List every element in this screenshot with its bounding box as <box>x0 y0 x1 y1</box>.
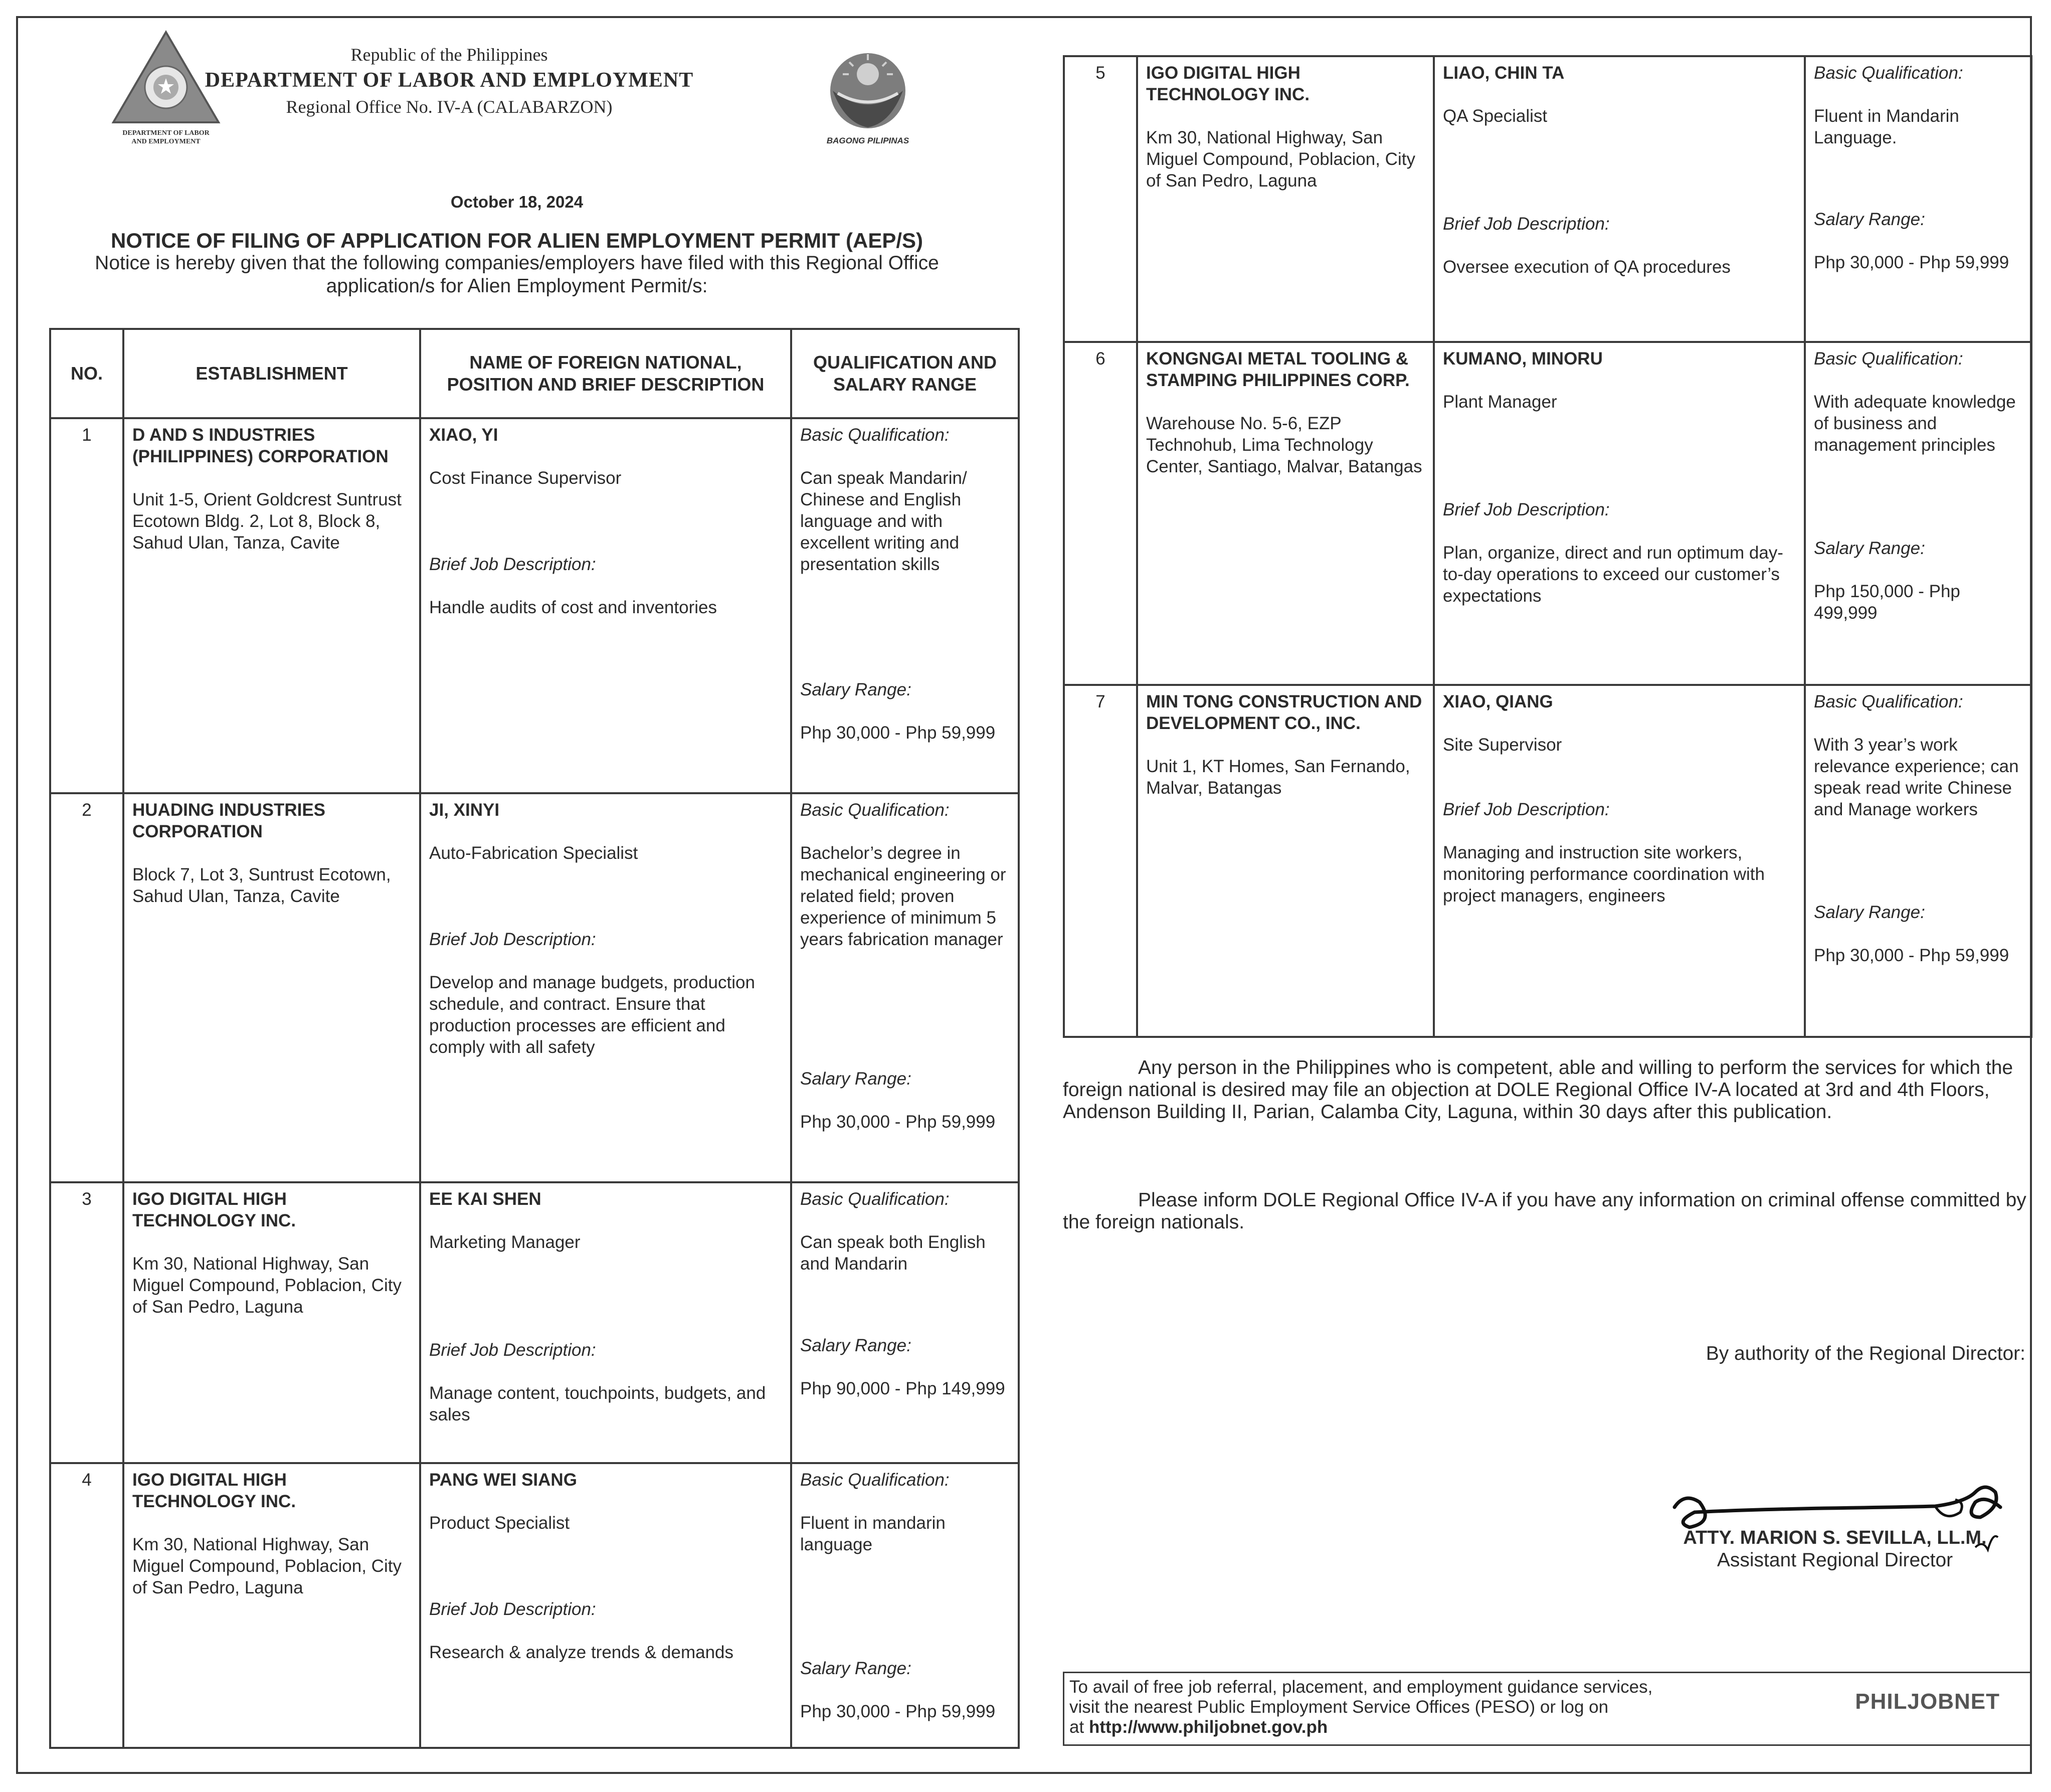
establishment-cell <box>1137 342 1434 685</box>
table-row <box>50 418 1019 793</box>
qualification-cell <box>791 1182 1019 1463</box>
brief-description-label: Brief Job Description: <box>429 1340 596 1360</box>
basic-qualification-label: Basic Qualification: <box>800 425 950 445</box>
brief-description-label: Brief Job Description: <box>429 1599 596 1619</box>
qualification-text: Can speak Mandarin/ Chinese and English language and with excellent writing and presentation skills <box>800 468 967 574</box>
foreign-national-cell <box>1434 685 1805 1037</box>
footer-line-3-prefix: at <box>1069 1717 1084 1737</box>
job-description: Research & analyze trends & demands <box>429 1643 733 1662</box>
table-row <box>50 793 1019 1182</box>
foreign-national-cell <box>420 1463 791 1748</box>
qualification-text: Fluent in Mandarin Language. <box>1814 106 1959 147</box>
foreign-national-name: XIAO, QIANG <box>1443 692 1553 711</box>
foreign-national-cell <box>420 418 791 793</box>
qualification-cell <box>1805 685 2031 1037</box>
notice-page <box>16 16 2032 1774</box>
header-qualification: QUALIFICATION AND SALARY RANGE <box>791 329 1019 418</box>
table-row <box>50 1463 1019 1748</box>
authority-line: By authority of the Regional Director: <box>1706 1343 2025 1364</box>
notice-title: NOTICE OF FILING OF APPLICATION FOR ALIEN EMPLOYMENT PERMIT (AEP/S) <box>110 229 923 252</box>
svg-text:AND EMPLOYMENT: AND EMPLOYMENT <box>131 138 201 145</box>
establishment-cell <box>123 1182 420 1463</box>
job-description: Manage content, touchpoints, budgets, and sales <box>429 1383 766 1424</box>
salary-range: Php 90,000 - Php 149,999 <box>800 1379 1005 1398</box>
company-address: Km 30, National Highway, San Miguel Compound, Poblacion, City of San Pedro, Laguna <box>1146 128 1415 191</box>
qualification-cell <box>791 418 1019 793</box>
inform-paragraph: Please inform DOLE Regional Office IV-A if you have any information on criminal offense committed by the foreign nationals. <box>1063 1189 2026 1233</box>
foreign-national-name: PANG WEI SIANG <box>429 1470 577 1490</box>
position: Marketing Manager <box>429 1232 581 1252</box>
brief-description-label: Brief Job Description: <box>1443 500 1610 519</box>
company-address: Unit 1, KT Homes, San Fernando, Malvar, Batangas <box>1146 757 1410 798</box>
philjobnet-url[interactable]: http://www.philjobnet.gov.ph <box>1088 1717 1328 1737</box>
aep-table-right <box>1063 55 2032 1038</box>
foreign-national-cell <box>420 793 791 1182</box>
company-name: HUADING INDUSTRIES CORPORATION <box>132 800 326 841</box>
signatory-name: ATTY. MARION S. SEVILLA, LL.M. <box>1683 1527 1987 1548</box>
salary-range: Php 30,000 - Php 59,999 <box>800 1112 996 1132</box>
salary-range-label: Salary Range: <box>800 1069 911 1089</box>
signatory-title: Assistant Regional Director <box>1717 1549 1953 1571</box>
company-name: IGO DIGITAL HIGH TECHNOLOGY INC. <box>132 1470 296 1511</box>
basic-qualification-label: Basic Qualification: <box>800 1470 950 1490</box>
salary-range-label: Salary Range: <box>800 680 911 699</box>
philjobnet-logo: PHILJOBNET <box>1855 1689 2000 1714</box>
company-address: Km 30, National Highway, San Miguel Compound, Poblacion, City of San Pedro, Laguna <box>132 1535 402 1597</box>
company-name: D AND S INDUSTRIES (PHILIPPINES) CORPORATION <box>132 425 389 466</box>
salary-range: Php 30,000 - Php 59,999 <box>800 723 996 743</box>
establishment-cell <box>1137 56 1434 342</box>
foreign-national-cell <box>1434 342 1805 685</box>
basic-qualification-label: Basic Qualification: <box>1814 63 1963 83</box>
basic-qualification-label: Basic Qualification: <box>800 1189 950 1209</box>
job-description: Develop and manage budgets, production schedule, and contract. Ensure that production processes are efficient and comply with all safety <box>429 973 755 1057</box>
job-description: Managing and instruction site workers, monitoring performance coordination with project managers, engineers <box>1443 843 1765 906</box>
qualification-text: Fluent in mandarin language <box>800 1513 946 1554</box>
table-header-row <box>50 329 1019 418</box>
salary-range: Php 30,000 - Php 59,999 <box>1814 946 2009 965</box>
foreign-national-name: EE KAI SHEN <box>429 1189 541 1209</box>
salary-range-label: Salary Range: <box>1814 210 1925 229</box>
notice-date: October 18, 2024 <box>450 193 584 211</box>
row-number: 3 <box>50 1182 123 1463</box>
qualification-text: Bachelor’s degree in mechanical engineering or related field; proven experience of minimum 5 years fabrication manager <box>800 843 1006 949</box>
establishment-cell <box>123 793 420 1182</box>
basic-qualification-label: Basic Qualification: <box>1814 692 1963 711</box>
qualification-cell <box>1805 342 2031 685</box>
company-address: Warehouse No. 5-6, EZP Technohub, Lima Technology Center, Santiago, Malvar, Batangas <box>1146 414 1422 476</box>
job-description: Handle audits of cost and inventories <box>429 598 717 617</box>
position: QA Specialist <box>1443 106 1548 126</box>
position: Cost Finance Supervisor <box>429 468 622 488</box>
foreign-national-name: KUMANO, MINORU <box>1443 349 1603 369</box>
establishment-cell <box>123 418 420 793</box>
company-name: IGO DIGITAL HIGH TECHNOLOGY INC. <box>132 1189 296 1230</box>
qualification-text: With adequate knowledge of business and management principles <box>1814 392 2016 455</box>
footer-box <box>1063 1672 2031 1746</box>
salary-range-label: Salary Range: <box>1814 903 1925 922</box>
regional-office: Regional Office No. IV-A (CALABARZON) <box>286 97 613 117</box>
department-name: DEPARTMENT OF LABOR AND EMPLOYMENT <box>205 69 694 92</box>
qualification-text: With 3 year’s work relevance experience; can speak read write Chinese and Manage workers <box>1814 735 2019 819</box>
position: Auto-Fabrication Specialist <box>429 843 638 863</box>
salary-range: Php 150,000 - Php 499,999 <box>1814 582 1960 623</box>
header-name: NAME OF FOREIGN NATIONAL, POSITION AND BRIEF DESCRIPTION <box>420 329 791 418</box>
company-name: KONGNGAI METAL TOOLING & STAMPING PHILIPPINES CORP. <box>1146 349 1410 390</box>
position: Plant Manager <box>1443 392 1557 412</box>
foreign-national-name: JI, XINYI <box>429 800 500 820</box>
qualification-cell <box>1805 56 2031 342</box>
company-address: Unit 1-5, Orient Goldcrest Suntrust Ecotown Bldg. 2, Lot 8, Block 8, Sahud Ulan, Tanza, Cavite <box>132 490 402 553</box>
footer-text <box>1069 1677 1652 1737</box>
row-number: 6 <box>1064 342 1137 685</box>
aep-table-left <box>49 328 1020 1749</box>
table-row <box>1064 342 2031 685</box>
brief-description-label: Brief Job Description: <box>429 555 596 574</box>
brief-description-label: Brief Job Description: <box>1443 214 1610 234</box>
company-name: IGO DIGITAL HIGH TECHNOLOGY INC. <box>1146 63 1310 104</box>
foreign-national-name: XIAO, YI <box>429 425 498 445</box>
table-row <box>50 1182 1019 1463</box>
row-number: 2 <box>50 793 123 1182</box>
header-establishment: ESTABLISHMENT <box>123 329 420 418</box>
basic-qualification-label: Basic Qualification: <box>1814 349 1963 369</box>
salary-range: Php 30,000 - Php 59,999 <box>1814 253 2009 272</box>
job-description: Oversee execution of QA procedures <box>1443 257 1731 277</box>
row-number: 4 <box>50 1463 123 1748</box>
objection-paragraph: Any person in the Philippines who is competent, able and willing to perform the services for which the foreign national is desired may file an objection at DOLE Regional Office IV-A located at 3rd and 4th Floors, Andenson Building II, Parian, Calamba City, Laguna, within 30 days after this publication. <box>1063 1057 2013 1123</box>
qualification-cell <box>791 793 1019 1182</box>
basic-qualification-label: Basic Qualification: <box>800 800 950 820</box>
row-number: 1 <box>50 418 123 793</box>
brief-description-label: Brief Job Description: <box>429 930 596 949</box>
footer-line-1: To avail of free job referral, placement, and employment guidance services, <box>1069 1677 1653 1697</box>
salary-range-label: Salary Range: <box>800 1336 911 1355</box>
qualification-cell <box>791 1463 1019 1748</box>
position: Product Specialist <box>429 1513 570 1533</box>
establishment-cell <box>123 1463 420 1748</box>
table-row <box>1064 56 2031 342</box>
foreign-national-cell <box>1434 56 1805 342</box>
notice-intro: Notice is hereby given that the following companies/employers have filed with this Regional Office application/s for Alien Employment Permit/s: <box>95 252 939 297</box>
company-address: Km 30, National Highway, San Miguel Compound, Poblacion, City of San Pedro, Laguna <box>132 1254 402 1317</box>
salary-range-label: Salary Range: <box>800 1659 911 1678</box>
establishment-cell <box>1137 685 1434 1037</box>
salary-range-label: Salary Range: <box>1814 539 1925 558</box>
foreign-national-name: LIAO, CHIN TA <box>1443 63 1565 83</box>
position: Site Supervisor <box>1443 735 1562 755</box>
footer-line-2: visit the nearest Public Employment Service Offices (PESO) or log on <box>1069 1697 1609 1717</box>
row-number: 7 <box>1064 685 1137 1037</box>
brief-description-label: Brief Job Description: <box>1443 800 1610 819</box>
company-name: MIN TONG CONSTRUCTION AND DEVELOPMENT CO., INC. <box>1146 692 1422 733</box>
qualification-text: Can speak both English and Mandarin <box>800 1232 986 1274</box>
svg-text:BAGONG PILIPINAS: BAGONG PILIPINAS <box>826 136 909 145</box>
salary-range: Php 30,000 - Php 59,999 <box>800 1702 996 1721</box>
company-address: Block 7, Lot 3, Suntrust Ecotown, Sahud Ulan, Tanza, Cavite <box>132 865 391 906</box>
table-row <box>1064 685 2031 1037</box>
svg-text:DEPARTMENT OF LABOR: DEPARTMENT OF LABOR <box>122 129 210 137</box>
bagong-pilipinas-logo <box>815 43 920 148</box>
header-no: NO. <box>50 329 123 418</box>
foreign-national-cell <box>420 1182 791 1463</box>
job-description: Plan, organize, direct and run optimum day-to-day operations to exceed our customer’s expectations <box>1443 543 1783 606</box>
republic-label: Republic of the Philippines <box>350 45 548 65</box>
row-number: 5 <box>1064 56 1137 342</box>
